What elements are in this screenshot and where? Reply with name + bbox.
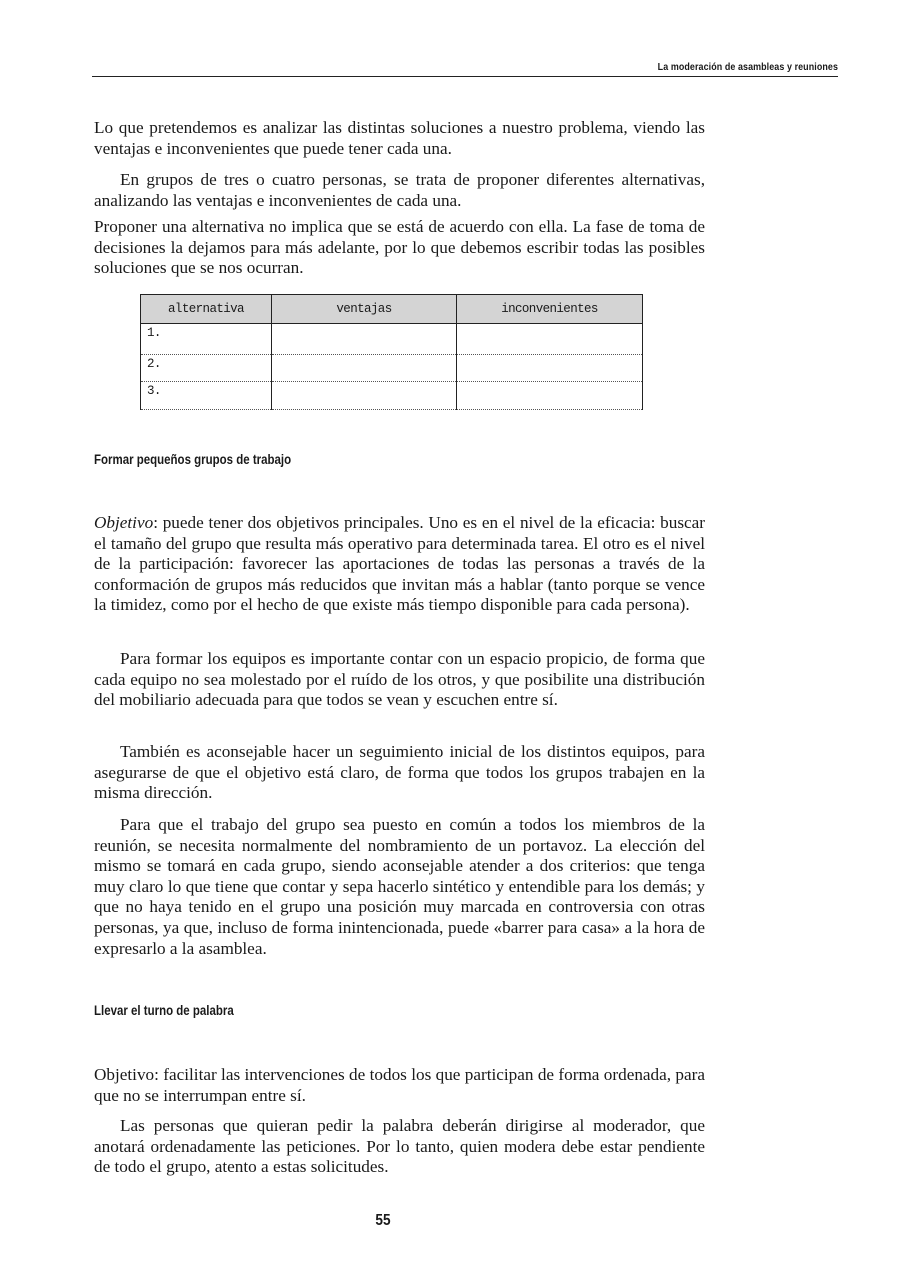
grupos-paragraph-3: También es aconsejable hacer un seguimiento inicial de los distintos equipos, para asegurarse de que el objetivo está claro, de forma que todos los grupos trabajen en la misma dirección.	[94, 742, 705, 803]
table-cell: 3.	[141, 382, 272, 410]
column-header-ventajas: ventajas	[272, 295, 457, 324]
page-number: 55	[375, 1212, 391, 1229]
table-cell: 1.	[141, 324, 272, 355]
turno-paragraph-1: Objetivo: facilitar las intervenciones de todos los que participan de forma ordenada, para que no se interrumpan entre sí.	[94, 1065, 705, 1105]
grupos-paragraph-4: Para que el trabajo del grupo sea puesto en común a todos los miembros de la reunión, se necesita normalmente del nombramiento de un portavoz. La elección del mismo se tomará en cada grupo, siendo aconsejable atender a dos criterios: que tenga muy claro lo que tiene que contar y sepa hacerlo sintético y entendible para los demás; y que no haya tenido en el grupo una posición muy marcada en controversia con otras personas, ya que, incluso de forma inintencionada, puede «barrer para casa» a la hora de expresarlo a la asamblea.	[94, 815, 705, 958]
table-row	[141, 382, 643, 410]
intro-paragraph-3: Proponer una alternativa no implica que se está de acuerdo con ella. La fase de toma de decisiones la dejamos para más adelante, por lo que debemos escribir todas las posibles soluciones que se nos ocurran.	[94, 217, 705, 278]
column-header-alternativa: alternativa	[141, 295, 272, 324]
objective-label: Objetivo	[94, 513, 154, 532]
turno-paragraph-2: Las personas que quieran pedir la palabra deberán dirigirse al moderador, que anotará ordenadamente las peticiones. Por lo tanto, quien modera debe estar pendiente de todo el grupo, atento a estas solicitudes.	[94, 1116, 705, 1177]
table-cell	[457, 324, 643, 355]
table-cell	[272, 324, 457, 355]
table-cell	[457, 355, 643, 382]
running-header: La moderación de asambleas y reuniones	[657, 61, 838, 73]
table-row	[141, 324, 643, 355]
objective-text: : puede tener dos objetivos principales. Uno es en el nivel de la eficacia: buscar el tamaño del grupo que resulta más operativo para determinada tarea. El otro es el nivel de la participación: favorecer las aportaciones de todas las personas a través de la conformación de grupos más reducidos que invitan más a hablar (tanto porque se vence la timidez, como por el hecho de que existe más tiempo disponible para cada persona).	[94, 513, 705, 615]
alternatives-table	[140, 294, 643, 410]
table-header-row	[141, 295, 643, 324]
table-cell	[272, 355, 457, 382]
section-heading-grupos: Formar pequeños grupos de trabajo	[94, 451, 292, 467]
column-header-inconvenientes: inconvenientes	[457, 295, 643, 324]
objective-paragraph-grupos	[94, 513, 705, 616]
section-heading-turno: Llevar el turno de palabra	[94, 1002, 234, 1018]
table-cell	[457, 382, 643, 410]
grupos-paragraph-2: Para formar los equipos es importante contar con un espacio propicio, de forma que cada equipo no sea molestado por el ruído de los otros, y que posibilite una distribución del mobiliario adecuada para que todos se vean y escuchen entre sí.	[94, 649, 705, 710]
table-cell	[272, 382, 457, 410]
table-cell: 2.	[141, 355, 272, 382]
table-row	[141, 355, 643, 382]
intro-paragraph-1: Lo que pretendemos es analizar las distintas soluciones a nuestro problema, viendo las ventajas e inconvenientes que puede tener cada una.	[94, 118, 705, 158]
header-rule	[92, 76, 838, 77]
intro-paragraph-2: En grupos de tres o cuatro personas, se trata de proponer diferentes alternativas, analizando las ventajas e inconvenientes de cada una.	[94, 170, 705, 210]
